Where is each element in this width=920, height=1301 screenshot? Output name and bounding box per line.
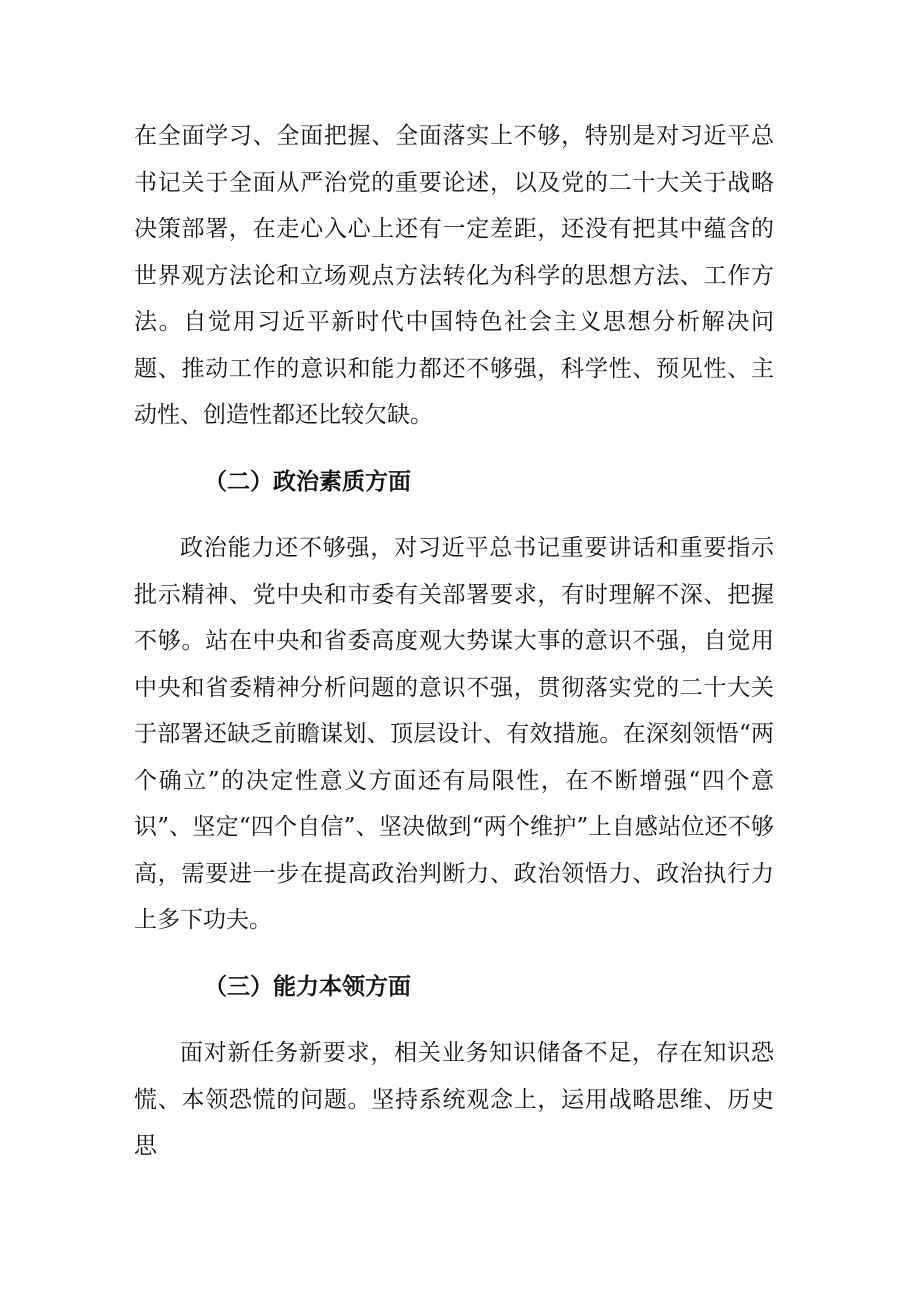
section-heading-2: （二）政治素质方面 <box>204 467 411 495</box>
section-heading-3: （三）能力本领方面 <box>204 972 411 1000</box>
paragraph-3: 面对新任务新要求，相关业务知识储备不足，存在知识恐慌、本领恐慌的问题。坚持系统观念上，运用战略思维、历史思 <box>134 1040 774 1159</box>
spacer <box>134 439 774 459</box>
spacer <box>134 944 774 964</box>
paragraph-1: 在全面学习、全面把握、全面落实上不够，特别是对习近平总书记关于全面从严治党的重要论述，以及党的二十大关于战略决策部署，在走心入心上还有一定差距，还没有把其中蕴含的世界观方法论和立场观点方法转化为科学的思想方法、工作方法。自觉用习近平新时代中国特色社会主义思想分析解决问题、推动工作的意识和能力都还不够强，科学性、预见性、主动性、创造性都还比较欠缺。 <box>134 123 774 428</box>
paragraph-2: 政治能力还不够强，对习近平总书记重要讲话和重要指示批示精神、党中央和市委有关部署要求，有时理解不深、把握不够。站在中央和省委高度观大势谋大事的意识不强，自觉用中央和省委精神分析问题的意识不强，贯彻落实党的二十大关于部署还缺乏前瞻谋划、顶层设计、有效措施。在深刻领悟“两个确立”的决定性意义方面还有局限性，在不断增强“四个意识”、坚定“四个自信”、坚决做到“两个维护”上自感站位还不够高，需要进一步在提高政治判断力、政治领悟力、政治执行力上多下功夫。 <box>134 535 774 933</box>
spacer <box>134 505 774 525</box>
document-body <box>134 113 774 1170</box>
spacer <box>134 1010 774 1030</box>
